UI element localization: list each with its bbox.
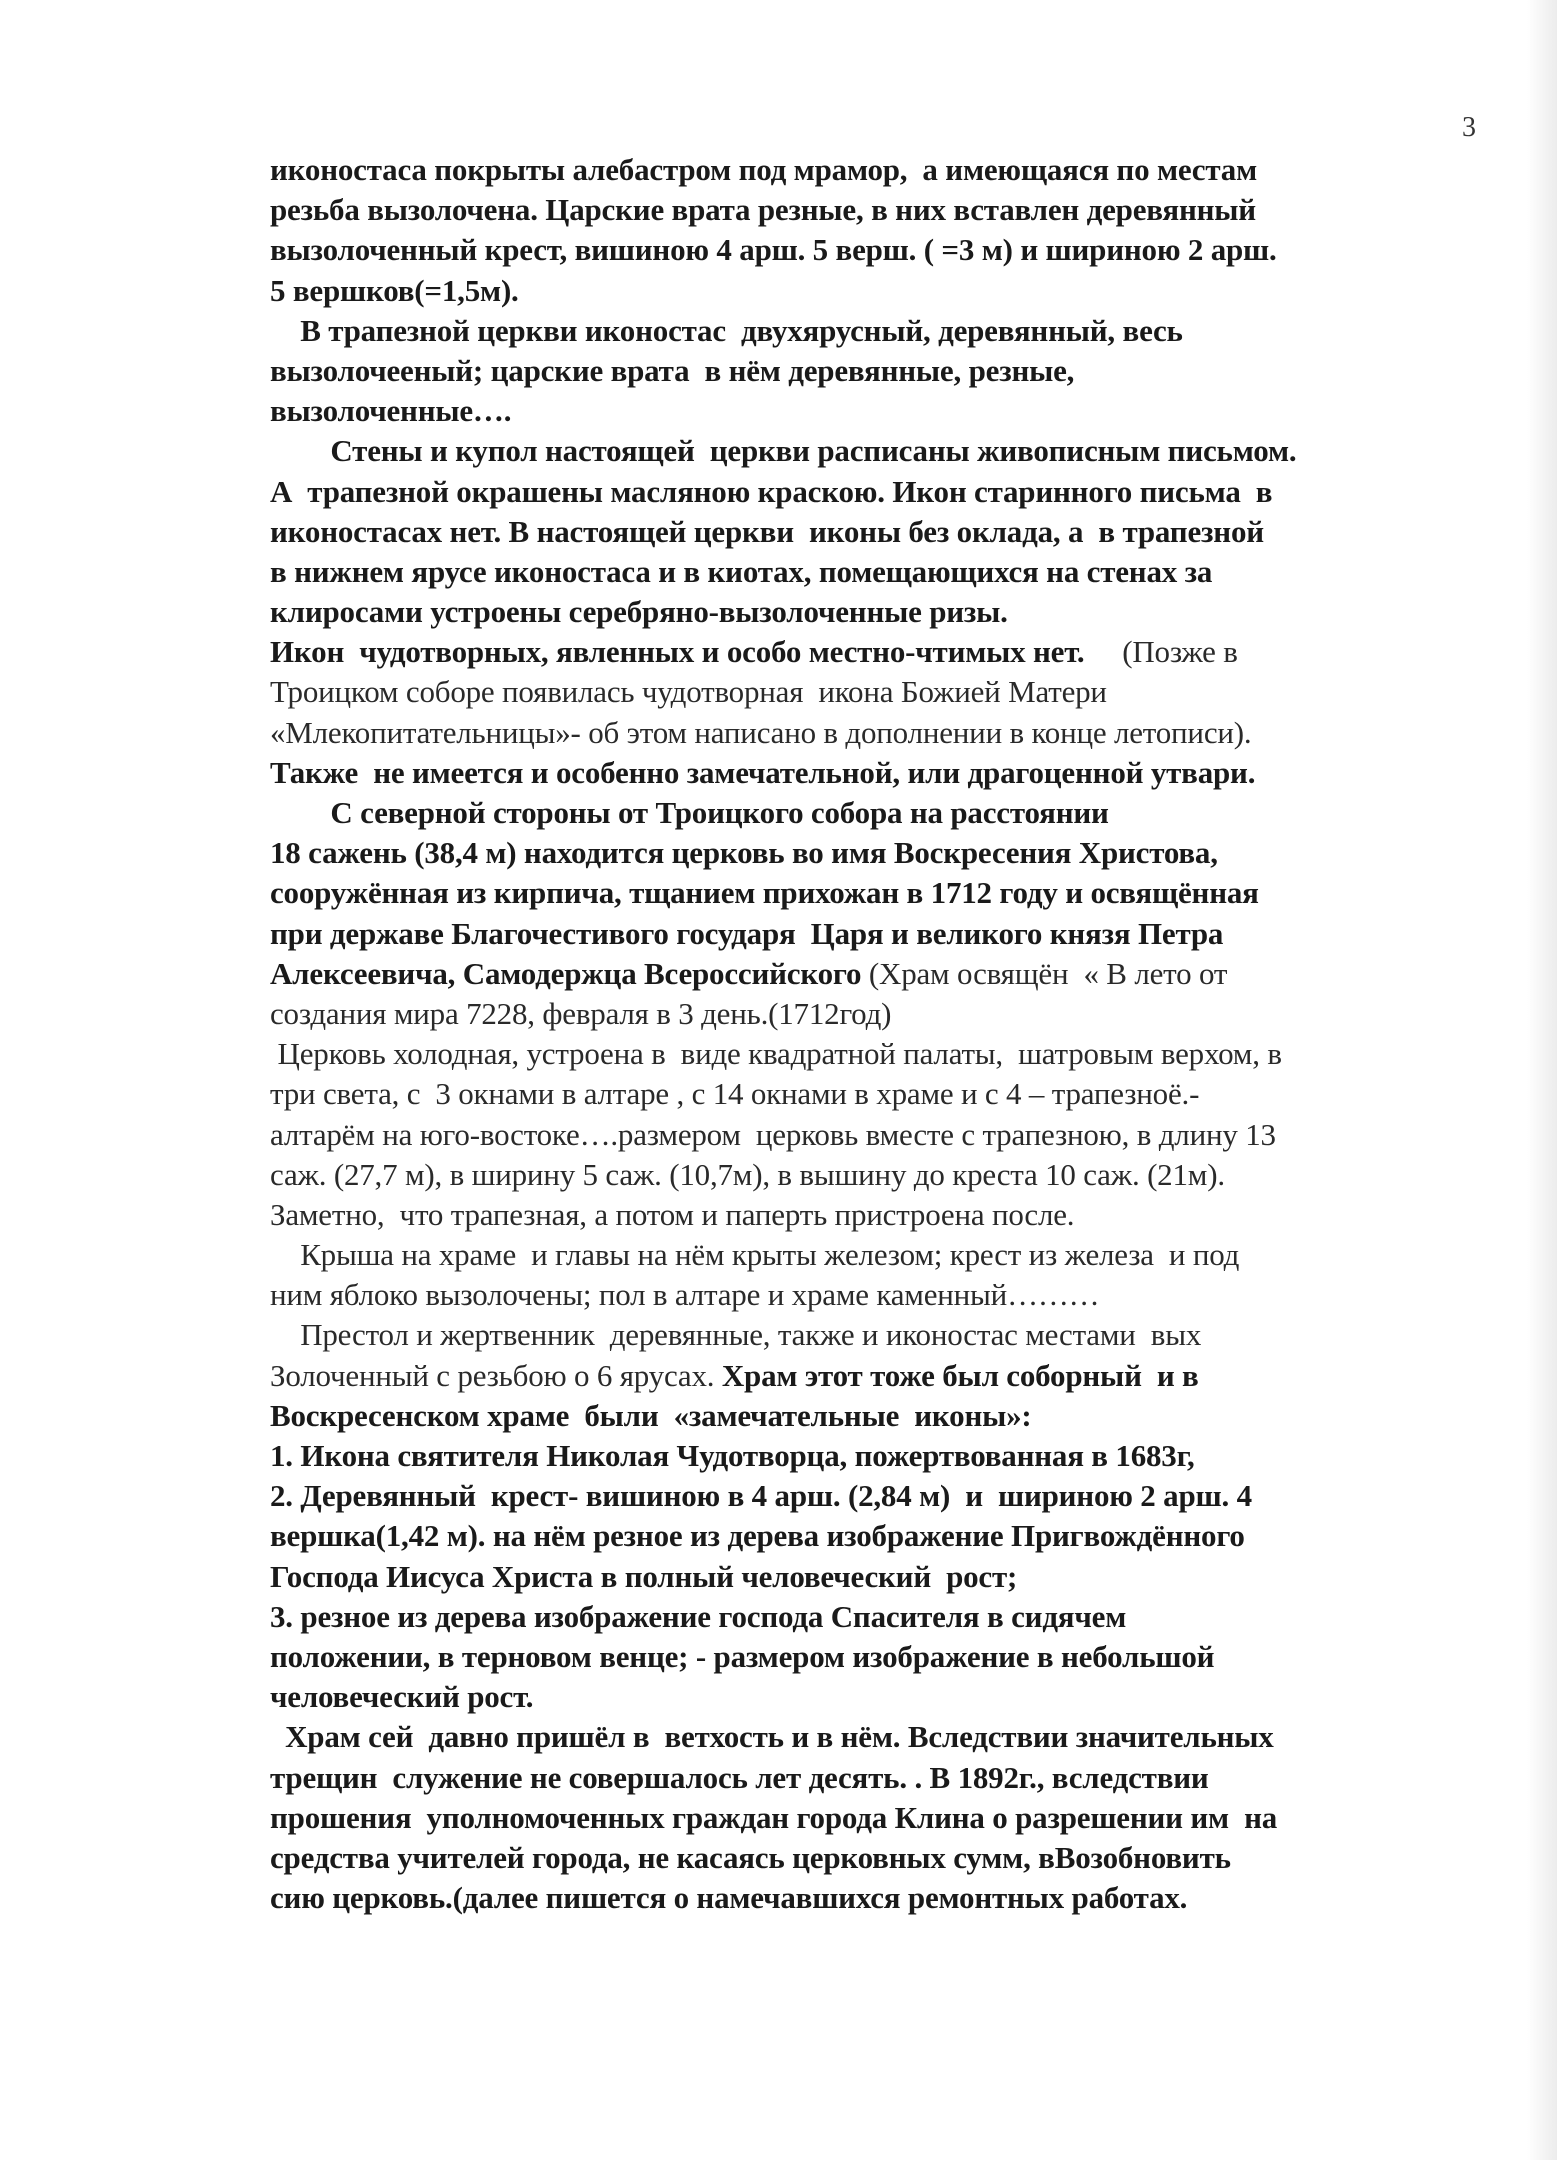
regular-text: Крыша на храме и главы на нём крыты железом; крест из железа и под xyxy=(270,1237,1240,1273)
text-line xyxy=(270,311,1510,351)
page-number: 3 xyxy=(1462,112,1476,143)
text-line xyxy=(270,1356,1510,1396)
bold-text: при державе Благочестивого государя Царя и великого князя Петра xyxy=(270,915,1224,951)
bold-text: Алексеевича, Самодержца Всероссийского xyxy=(270,955,862,991)
text-line xyxy=(270,512,1510,552)
text-line xyxy=(270,230,1510,270)
bold-text: Стены и купол настоящей церкви расписаны живописным письмом. xyxy=(270,433,1297,469)
regular-text: Золоченный с резьбою о 6 ярусах. xyxy=(270,1357,722,1393)
bold-text: трещин служение не совершалось лет десять. . В 1892г., вследствии xyxy=(270,1759,1209,1795)
bold-text: Храм сей давно пришёл в ветхость и в нём. Вследствии значительных xyxy=(270,1719,1274,1755)
bold-text: средства учителей города, не касаясь церковных сумм, вВозобновить xyxy=(270,1839,1231,1875)
bold-text: вершка(1,42 м). на нём резное из дерева изображение Пригвождённого xyxy=(270,1518,1245,1554)
text-line xyxy=(270,954,1510,994)
text-line xyxy=(270,713,1510,753)
bold-text: 3. резное из дерева изображение господа Спасителя в сидячем xyxy=(270,1598,1127,1634)
regular-text: создания мира 7228, февраля в 3 день.(1712год) xyxy=(270,995,892,1031)
text-line xyxy=(270,753,1510,793)
bold-text: 2. Деревянный крест- вишиною в 4 арш. (2,84 м) и шириною 2 арш. 4 xyxy=(270,1478,1252,1514)
text-line xyxy=(270,833,1510,873)
text-line xyxy=(270,271,1510,311)
bold-text: А трапезной окрашены масляною краскою. Икон старинного письма в xyxy=(270,473,1273,509)
text-line xyxy=(270,1275,1510,1315)
bold-text: 1. Икона святителя Николая Чудотворца, пожертвованная в 1683г, xyxy=(270,1438,1195,1473)
text-line xyxy=(270,1516,1510,1556)
text-line xyxy=(270,1838,1510,1878)
bold-text: иконостасах нет. В настоящей церкви иконы без оклада, а в трапезной xyxy=(270,513,1264,549)
text-line xyxy=(270,914,1510,954)
text-line xyxy=(270,793,1510,833)
text-line xyxy=(270,1155,1510,1195)
text-line xyxy=(270,1436,1510,1476)
bold-text: сооружённая из кирпича, тщанием прихожан в 1712 году и освящённая xyxy=(270,875,1259,911)
regular-text: Заметно, что трапезная, а потом и паперть пристроена после. xyxy=(270,1196,1075,1232)
text-line xyxy=(270,150,1510,190)
bold-text: Воскресенском храме были «замечательные иконы»: xyxy=(270,1397,1032,1433)
text-line xyxy=(270,1798,1510,1838)
regular-text: (Позже в xyxy=(1084,634,1238,670)
text-line xyxy=(270,1476,1510,1516)
bold-text: Господа Иисуса Христа в полный человеческий рост; xyxy=(270,1558,1018,1594)
bold-text: В трапезной церкви иконостас двухярусный, деревянный, весь xyxy=(270,312,1183,348)
text-line xyxy=(270,873,1510,913)
bold-text: Также не имеется и особенно замечательной, или драгоценной утвари. xyxy=(270,754,1256,790)
text-line xyxy=(270,632,1510,672)
bold-text: Храм этот тоже был соборный и в xyxy=(721,1357,1199,1393)
scan-edge-shadow xyxy=(1527,0,1557,2160)
text-line xyxy=(270,1195,1510,1235)
bold-text: в нижнем ярусе иконостаса и в киотах, помещающихся на стенах за xyxy=(270,553,1213,589)
text-line xyxy=(270,1074,1510,1114)
regular-text: Церковь холодная, устроена в виде квадратной палаты, шатровым верхом, в xyxy=(270,1036,1282,1072)
text-line xyxy=(270,672,1510,712)
bold-text: С северной стороны от Троицкого собора на расстоянии xyxy=(270,795,1109,830)
document-body xyxy=(270,150,1510,1918)
text-line xyxy=(270,994,1510,1034)
text-line xyxy=(270,592,1510,632)
bold-text: Икон чудотворных, явленных и особо местно-чтимых нет. xyxy=(270,634,1085,670)
regular-text: алтарём на юго-востоке….размером церковь вместе с трапезною, в длину 13 xyxy=(270,1116,1276,1152)
regular-text: «Млекопитательницы»- об этом написано в дополнении в конце летописи). xyxy=(270,714,1252,750)
text-line xyxy=(270,1758,1510,1798)
text-line xyxy=(270,1637,1510,1677)
text-line xyxy=(270,190,1510,230)
bold-text: резьба вызолочена. Царские врата резные, в них вставлен деревянный xyxy=(270,192,1256,228)
text-line xyxy=(270,1115,1510,1155)
regular-text: Престол и жертвенник деревянные, также и иконостас местами вых xyxy=(270,1317,1202,1353)
bold-text: клиросами устроены серебряно-вызолоченные ризы. xyxy=(270,594,1008,630)
text-line xyxy=(270,351,1510,391)
text-line xyxy=(270,1235,1510,1275)
regular-text: ним яблоко вызолочены; пол в алтаре и храме каменный……… xyxy=(270,1277,1100,1313)
text-line xyxy=(270,1597,1510,1637)
text-line xyxy=(270,1396,1510,1436)
bold-text: положении, в терновом венце; - размером изображение в небольшой xyxy=(270,1638,1215,1674)
bold-text: вызолоченные…. xyxy=(270,393,512,429)
bold-text: вызолоченный крест, вишиною 4 арш. 5 верш. ( =3 м) и шириною 2 арш. xyxy=(270,232,1277,268)
bold-text: сию церковь.(далее пишется о намечавшихся ремонтных работах. xyxy=(270,1880,1188,1916)
text-line xyxy=(270,391,1510,431)
text-line xyxy=(270,1717,1510,1757)
bold-text: вызолочееный; царские врата в нём деревянные, резные, xyxy=(270,352,1075,388)
bold-text: иконостаса покрыты алебастром под мрамор, а имеющаяся по местам xyxy=(270,152,1257,187)
text-line xyxy=(270,1315,1510,1355)
text-line xyxy=(270,1557,1510,1597)
text-line xyxy=(270,431,1510,471)
regular-text: (Храм освящён « В лето от xyxy=(861,955,1228,991)
text-line xyxy=(270,1677,1510,1717)
text-line xyxy=(270,1878,1510,1918)
regular-text: три света, с 3 окнами в алтаре , с 14 окнами в храме и с 4 – трапезноё.- xyxy=(270,1076,1200,1112)
bold-text: 18 сажень (38,4 м) находится церковь во имя Воскресения Христова, xyxy=(270,835,1218,871)
text-line xyxy=(270,552,1510,592)
text-line xyxy=(270,1034,1510,1074)
text-line xyxy=(270,472,1510,512)
bold-text: прошения уполномоченных граждан города Клина о разрешении им на xyxy=(270,1799,1278,1835)
bold-text: 5 вершков(=1,5м). xyxy=(270,272,519,308)
regular-text: саж. (27,7 м), в ширину 5 саж. (10,7м), в вышину до креста 10 саж. (21м). xyxy=(270,1156,1225,1192)
bold-text: человеческий рост. xyxy=(270,1679,534,1715)
regular-text: Троицком соборе появилась чудотворная икона Божией Матери xyxy=(270,674,1107,710)
